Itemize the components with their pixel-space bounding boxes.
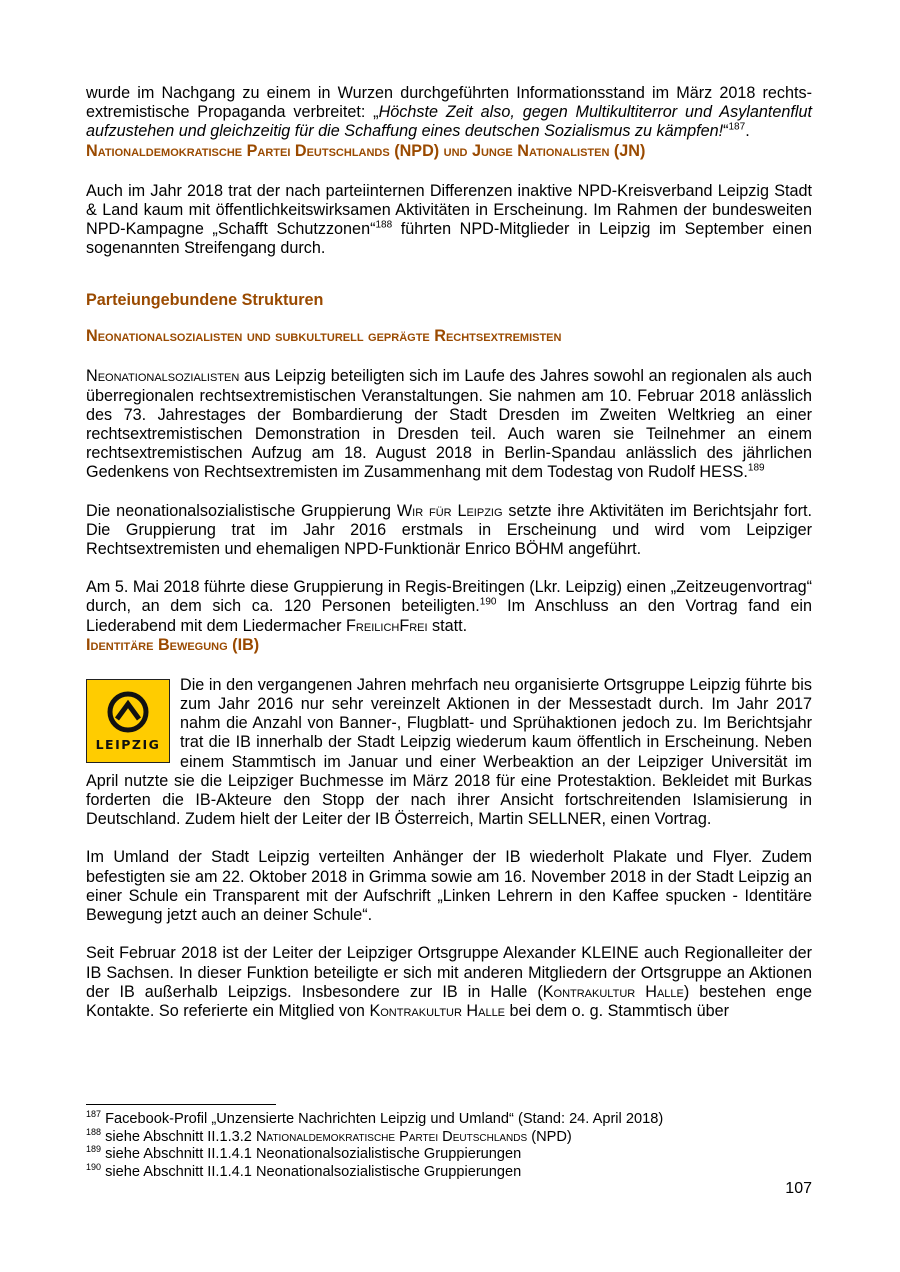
npd-text-2: führten NPD-Mitglieder in Leipzig im September einen sogenannten Streifengang durch. (86, 220, 812, 258)
footnote-text: Facebook-Profil „Unzensierte Nachrichten Leipzig und Umland“ (Stand: 24. April 2018) (101, 1111, 664, 1127)
footnote-number: 188 (86, 1126, 102, 1137)
wir-paragraph (86, 502, 812, 560)
footnote-187 (86, 1111, 812, 1129)
footnote-text: siehe Abschnitt II.1.4.1 Neonationalsozialistische Gruppierungen (101, 1146, 522, 1163)
footnote-party-name: Nationaldemokratische Partei Deutschlands (255, 1128, 528, 1145)
wir-text-a: Die neonationalsozialistische Gruppierung (86, 501, 397, 520)
intro-quote-close: “ (723, 122, 729, 141)
ib-heading: Identitäre Bewegung (IB) (86, 635, 260, 654)
mai-text-b: Im Anschluss an den Vortrag fand ein Liederabend mit dem Liedermacher (86, 597, 812, 635)
footnote-number: 189 (86, 1144, 102, 1155)
ib-p3-text-c: bei dem o. g. Stammtisch über (505, 1001, 730, 1020)
npd-text-1: Auch im Jahr 2018 trat der nach parteiinternen Differenzen inaktive NPD-Kreisverband Leipzig Stadt & Land kaum mit öffentlichkeitswirksamen Aktivitäten in Erscheinung. Im Rahmen der bundesweiten NPD-Kampagne „Schafft Schutzzonen“ (86, 181, 812, 239)
footnote-text-after: (NPD) (527, 1128, 572, 1145)
ib-block (86, 676, 812, 830)
ib-paragraph-3 (86, 944, 812, 1021)
mai-name: FreilichFrei (346, 616, 428, 635)
npd-paragraph (86, 182, 812, 259)
page-number: 107 (785, 1180, 812, 1197)
footnote-number: 190 (86, 1161, 102, 1172)
footnote-ref-187[interactable]: 187 (728, 122, 746, 134)
footnote-188 (86, 1126, 812, 1147)
section-subheading: Neonationalsozialisten und subkulturell geprägte Rechtsextremisten (86, 327, 562, 346)
mai-text-c: statt. (427, 616, 468, 635)
footnote-189 (86, 1146, 812, 1164)
logo-text: LEIPZIG (95, 737, 161, 753)
intro-quote: Höchste Zeit also, gegen Multikultiterror und Asylantenflut aufzustehen und gleichzeitig für die Schaffung eines deutschen Sozialismus zu kämpfen! (86, 103, 812, 141)
neo-paragraph (86, 367, 812, 482)
intro-end: . (745, 122, 750, 141)
ib-paragraph-1: Die in den vergangenen Jahren mehrfach neu organisierte Ortsgruppe Leipzig führte bis zum Jahr 2016 nur sehr vereinzelt Aktionen in der Messestadt durch. Im Jahr 2017 nahm die Anzahl von Banner-, Flugblatt- und Sprühaktionen jedoch zu. Im Berichtsjahr trat die IB innerhalb der Stadt Leipzig wiederum kaum öffentlich in Erscheinung. Neben einem Stammtisch im Januar und einer Werbeaktion an der Leipziger Universität im April nutzte sie die Leipziger Buchmesse im März 2018 für eine Protestaktion. Bekleidet mit Burkas forderten die IB-Akteure den Stopp der nach ihrer Ansicht fortschreitenden Islamisierung in Deutschland. Zudem hielt der Leiter der IB Österreich, Martin SELLNER, einen Vortrag. (86, 675, 812, 829)
footnote-ref-188[interactable]: 188 (375, 219, 393, 231)
ib-p3-text-b: ) bestehen enge Kontakte. So referierte ein Mitglied von (86, 982, 812, 1020)
mai-paragraph (86, 578, 812, 636)
footnotes (86, 1111, 812, 1181)
neo-lead: Neonationalsozialisten (86, 367, 240, 386)
footnote-ref-190[interactable]: 190 (479, 597, 497, 609)
footnote-number: 187 (86, 1109, 102, 1120)
ib-p3-text-a: Seit Februar 2018 ist der Leiter der Leipziger Ortsgruppe Alexander KLEINE auch Regionalleiter der IB Sachsen. In dieser Funktion beteiligte er sich mit anderen Mitgliedern der Ortsgruppe an Aktionen der IB außerhalb Leipzigs. Insbesondere zur IB in Halle ( (86, 944, 812, 1001)
footnote-text: siehe Abschnitt II.1.4.1 Neonationalsozialistische Gruppierungen (101, 1163, 522, 1180)
npd-heading: Nationaldemokratische Partei Deutschlands (NPD) und Junge Nationalisten (JN) (86, 141, 646, 160)
intro-text: wurde im Nachgang zu einem in Wurzen durchgeführten Informationsstand im März 2018 rechts-extremistische Propaganda verbreitet: „ (86, 84, 812, 122)
ib-lambda-icon (105, 689, 151, 735)
intro-paragraph (86, 84, 812, 142)
neo-text: aus Leipzig beteiligten sich im Laufe des Jahres sowohl an regionalen als auch überregionalen rechtsextremistischen Veranstaltungen. Sie nahmen am 10. Februar 2018 anlässlich des 73. Jahrestages der Bombardierung der Stadt Dresden im Zweiten Weltkrieg an einer rechtsextremistischen Demonstration in Dresden teil. Auch waren sie Teilnehmer an einem rechtsextremistischen Aufzug am 18. August 2018 in Berlin-Spandau anlässlich des jährlichen Gedenkens von Rechtsextremisten im Zusammenhang mit dem Todestag von Rudolf HESS. (86, 367, 812, 482)
wir-name: Wir für Leipzig (396, 501, 503, 520)
footnote-ref-189[interactable]: 189 (747, 463, 765, 475)
footnote-text: siehe Abschnitt II.1.3.2 (101, 1128, 256, 1145)
wir-text-b: setzte ihre Aktivitäten im Berichtsjahr fort. Die Gruppierung trat im Jahr 2016 erstmals in Erscheinung und wird vom Leipziger Rechtsextremisten und ehemaligen NPD-Funktionär Enrico BÖHM angeführt. (86, 501, 812, 559)
section-heading: Parteiungebundene Strukturen (86, 291, 324, 310)
ib-p3-name-2: Kontrakultur Halle (369, 1001, 506, 1020)
footnote-divider (86, 1104, 276, 1105)
ib-p3-name: Kontrakultur Halle (542, 982, 684, 1001)
footnote-190 (86, 1161, 812, 1182)
page-body (86, 84, 812, 1021)
ib-paragraph-2: Im Umland der Stadt Leipzig verteilten Anhänger der IB wiederholt Plakate und Flyer. Zudem befestigten sie am 22. Oktober 2018 in Grimma sowie am 16. November 2018 in der Stadt Leipzig an einer Schule ein Transparent mit der Aufschrift „Linken Lehrern in den Kaffee spucken - Identitäre Bewegung jetzt auch an deiner Schule“. (86, 848, 812, 925)
mai-text-a: Am 5. Mai 2018 führte diese Gruppierung in Regis-Breitingen (Lkr. Leipzig) einen „Zeitzeugenvortrag“ durch, an dem sich ca. 120 Personen beteiligten. (86, 578, 812, 616)
ib-leipzig-logo (86, 679, 170, 763)
